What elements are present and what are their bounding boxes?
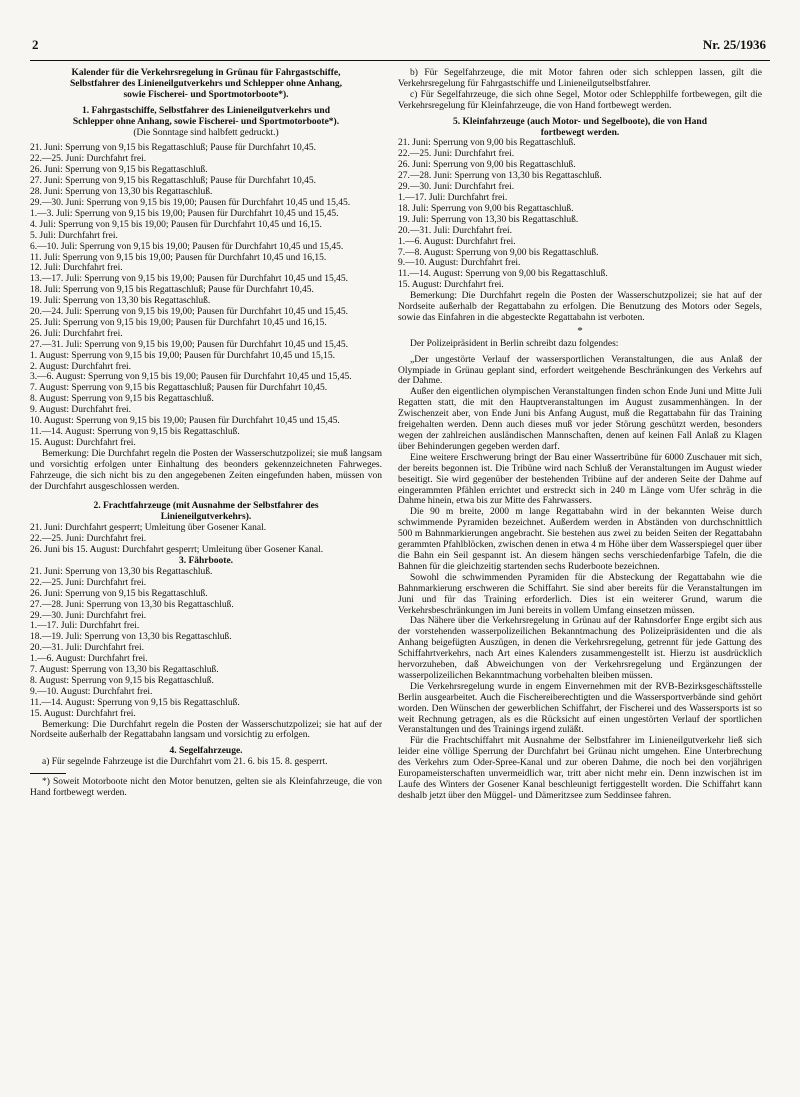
schedule-entry: 27.—28. Juni: Sperrung von 13,30 bis Regattaschluß.	[398, 171, 602, 182]
schedule-entry: 21. Juni: Sperrung von 9,00 bis Regattaschluß.	[398, 138, 576, 149]
left-column	[30, 68, 382, 799]
schedule-entry: 15. August: Durchfahrt frei.	[30, 708, 136, 719]
schedule-entry: 19. Juli: Sperrung von 13,30 bis Regattaschluß.	[398, 214, 579, 225]
section-1-remark: Bemerkung: Die Durchfahrt regeln die Posten der Wasserschutzpolizei; sie muß langsam und vorsichtig erfolgen unter Einhaltung des beonders gekennzeichneten Fahrweges. Fahrzeuge, die sich nicht bis zu den angegebenen Zeiten eingefunden haben, müssen von der Durchfahrt ausgeschlossen werden.	[30, 448, 382, 492]
statement-paragraph: Für die Frachtschiffahrt mit Ausnahme der Selbstfahrer im Linieneilgutverkehr ließ sich leider eine völlige Sperrung der Durchfahrt bei Grünau nicht umgehen. Eine Unterbrechung des Verkehrs zum Oder-Spree-Kanal und zur oberen Dahme, die noch bei den vorjährigen Europameisterschaften unvermeidlich war, tritt aber nicht mehr ein. Denn inzwischen ist im Laufe des Winters der Gosener Kanal beschleunigt fertiggestellt worden. Die Schiffahrt kann deshalb jetzt über den Müggel- und Dämeritzsee zum Seddinsee fahren.	[398, 736, 762, 801]
schedule-entry: 20.—31. Juli: Durchfahrt frei.	[30, 643, 144, 654]
schedule-entry: 20.—31. Juli: Durchfahrt frei.	[398, 225, 512, 236]
police-intro: Der Polizeipräsident in Berlin schreibt dazu folgendes:	[410, 338, 619, 349]
schedule-entry: 1.—17. Juli: Durchfahrt frei.	[398, 192, 508, 203]
statement-paragraph: Außer den eigentlichen olympischen Veranstaltungen finden schon Ende Juni und Mitte Juli Regatten statt, die mit den Hauptveranstaltungen im August zusammenhängen. In der Zwischenzeit aber, von Ende Juni bis Anfang August, muß die Regattabahn für das Training freigehalten werden. Denn auch dieses muß vor jeder Störung geschützt werden, besonders wegen der zahlreichen ausländischen Mannschaften, denen auf keinen Fall Anlaß zu Klagen über Behinderungen gegeben werden darf.	[398, 387, 762, 452]
section-4-item-a: a) Für segelnde Fahrzeuge ist die Durchfahrt vom 21. 6. bis 15. 8. gesperrt.	[42, 757, 328, 768]
header-rule	[30, 60, 770, 61]
schedule-entry: 29.—30. Juni: Sperrung von 9,15 bis 19,00; Pausen für Durchfahrt 10,45 und 15,45.	[30, 197, 351, 208]
schedule-entry: 12. Juli: Durchfahrt frei.	[30, 263, 123, 274]
schedule-entry: 1.—17. Juli: Durchfahrt frei.	[30, 621, 140, 632]
footnote: *) Soweit Motorboote nicht den Motor benutzen, gelten sie als Kleinfahrzeuge, die von Hand fortbewegt werden.	[30, 777, 382, 799]
schedule-entry: 9.—10. August: Durchfahrt frei.	[398, 258, 521, 269]
statement-paragraph: Das Nähere über die Verkehrsregelung in Grünau auf der Rahnsdorfer Enge ergibt sich aus der vorstehenden wasserpolizeilichen Bekanntmachung des Polizeipräsidenten und die als Anhang beigefügten Auszügen, in denen die Verkehrsregelung, getrennt für jede Gattung des Schiffahrtverkehrs, nach Art eines Kalenders zusammengestellt ist. Hierzu ist ausdrücklich hervorzuheben, daß Abweichungen von der Verkehrsregelung und Ergänzungen der wasserpolizeilichen Bekanntmachung vorbehalten bleiben müssen.	[398, 616, 762, 681]
schedule-entry: 27.—28. Juni: Sperrung von 13,30 bis Regattaschluß.	[30, 599, 234, 610]
schedule-entry: 1.—6. August: Durchfahrt frei.	[398, 236, 516, 247]
schedule-entry: 11.—14. August: Sperrung von 9,15 bis Regattaschluß.	[30, 427, 240, 437]
schedule-entry: 8. August: Sperrung von 9,15 bis Regattaschluß.	[30, 675, 214, 686]
schedule-entry: 6.—10. Juli: Sperrung von 9,15 bis 19,00; Pausen für Durchfahrt 10,45 und 15,45.	[30, 241, 344, 252]
schedule-entry: 20.—24. Juli: Sperrung von 9,15 bis 19,00; Pausen für Durchfahrt 10,45 und 15,45.	[30, 307, 348, 318]
schedule-entry: 21. Juni: Durchfahrt gesperrt; Umleitung über Gosener Kanal.	[30, 523, 267, 534]
statement-paragraph: Die 90 m breite, 2000 m lange Regattabahn wird in der bekannten Weise durch schwimmende Pyramiden bezeichnet. Außerdem werden in Abständen von durchschnittlich 500 m Bahnmarkierungen angebracht. Sie bestehen aus zwei zu beiden Seiten der Regattabahn gerammten Pfahlblöcken, zwischen denen in etwa 4 m Höhe über dem Wasserspiegel quer über die Bahn ein Seil gespannt ist. An diesem hängen sechs verschiedenfarbige Tafeln, die die Bahnen für die gleichzeitig startenden sechs Ruderboote bezeichnen.	[398, 507, 762, 572]
schedule-entry: 19. Juli: Sperrung von 13,30 bis Regattaschluß.	[30, 296, 211, 307]
schedule-entry: 8. August: Sperrung von 9,15 bis Regattaschluß.	[30, 394, 214, 405]
section-3-heading: 3. Fährboote.	[178, 555, 234, 566]
section-3-remark: Bemerkung: Die Durchfahrt regeln die Posten der Wasserschutzpolizei; sie hat auf der Nordseite außerhalb der Regattabahn langsam und vorsichtig zu erfolgen.	[30, 719, 382, 741]
calendar-title: Kalender für die Verkehrsregelung in Grünau für Fahrgastschiffe, Selbstfahrer des Linieneilgutverkehrs und Schlepper ohne Anhang, sowie Fischerei- und Sportmotorboote*).	[69, 68, 343, 100]
schedule-entry: 28. Juni: Sperrung von 13,30 bis Regattaschluß.	[30, 187, 213, 198]
schedule-entry: 18. Juli: Sperrung von 9,00 bis Regattaschluß.	[398, 203, 574, 214]
schedule-entry: 27. Juni: Sperrung von 9,15 bis Regattaschluß; Pause für Durchfahrt 10,45.	[30, 176, 317, 187]
schedule-entry: 3.—6. August: Sperrung von 9,15 bis 19,00; Pausen für Durchfahrt 10,45 und 15,45.	[30, 372, 352, 383]
section-1-entries	[30, 143, 382, 448]
schedule-entry: 2. August: Durchfahrt frei.	[30, 361, 132, 372]
schedule-entry: 5. Juli: Durchfahrt frei.	[30, 230, 118, 241]
section-5-remark: Bemerkung: Die Durchfahrt regeln die Posten der Wasserschutzpolizei; sie hat auf der Nordseite außerhalb der Regattabahn zu erfolgen. Die Benutzung des Motors oder Segels, sowie das Einfahren in die abgesteckte Regattabahn ist verboten.	[398, 291, 762, 323]
schedule-entry: 22.—25. Juni: Durchfahrt frei.	[30, 154, 147, 165]
schedule-entry: 26. Juli: Durchfahrt frei.	[30, 328, 123, 339]
schedule-entry: 27.—31. Juli: Sperrung von 9,15 bis 19,00; Pausen für Durchfahrt 10,45 und 15,45.	[30, 339, 348, 350]
schedule-entry: 1.—6. August: Durchfahrt frei.	[30, 654, 148, 665]
schedule-entry: 18. Juli: Sperrung von 9,15 bis Regattaschluß; Pause für Durchfahrt 10,45.	[30, 285, 314, 296]
schedule-entry: 7. August: Sperrung von 13,30 bis Regattaschluß.	[30, 665, 219, 676]
section-4-item-c: c) Für Segelfahrzeuge, die sich ohne Segel, Motor oder Schlepphilfe fortbewegen, gilt die Verkehrsregelung für Kleinfahrzeuge, die von Hand fortbewegt werden.	[398, 89, 762, 111]
right-column	[398, 68, 762, 802]
schedule-entry: 26. Juni: Sperrung von 9,15 bis Regattaschluß.	[30, 165, 208, 176]
schedule-entry: 11. Juli: Sperrung von 9,15 bis 19,00; Pausen für Durchfahrt 10,45 und 16,15.	[30, 252, 327, 263]
schedule-entry: 15. August: Durchfahrt frei.	[30, 437, 136, 448]
schedule-entry: 29.—30. Juni: Durchfahrt frei.	[30, 610, 147, 621]
section-1-heading: 1. Fahrgastschiffe, Selbstfahrer des Linieneilgutverkehrs und Schlepper ohne Anhang, sowie Fischerei- und Sportmotorboote*).	[72, 105, 340, 127]
statement-paragraph: „Der ungestörte Verlauf der wassersportlichen Veranstaltungen, die aus Anlaß der Olympiade in Grünau geplant sind, erfordert weitgehende Beschränkungen des Verkehrs auf der Dahme.	[398, 354, 762, 387]
schedule-entry: 1. August: Sperrung von 9,15 bis 19,00; Pausen für Durchfahrt 10,45 und 15,15.	[30, 350, 336, 361]
schedule-entry: 11.—14. August: Sperrung von 9,00 bis Regattaschluß.	[398, 269, 608, 280]
section-5-heading: 5. Kleinfahrzeuge (auch Motor- und Segelboote), die von Hand fortbewegt werden.	[452, 116, 708, 138]
section-4-item-b: b) Für Segelfahrzeuge, die mit Motor fahren oder sich schleppen lassen, gilt die Verkehrsregelung für Fahrgastschiffe und Linieneilgutselbstfahrer.	[398, 68, 762, 89]
schedule-entry: 18.—19. Juli: Sperrung von 13,30 bis Regattaschluß.	[30, 632, 232, 643]
separator-asterisk: *	[577, 324, 583, 337]
schedule-entry: 26. Juni: Sperrung von 9,00 bis Regattaschluß.	[398, 160, 576, 171]
schedule-entry: 25. Juli: Sperrung von 9,15 bis 19,00; Pausen für Durchfahrt 10,45 und 16,15.	[30, 317, 327, 328]
footnote-rule	[30, 773, 66, 774]
schedule-entry: 10. August: Sperrung von 9,15 bis 19,00; Pausen für Durchfahrt 10,45 und 15,45.	[30, 416, 340, 427]
section-2-heading: 2. Frachtfahrzeuge (mit Ausnahme der Selbstfahrer des Linieneilgutverkehrs).	[93, 501, 319, 523]
section-5-entries	[398, 138, 762, 291]
issue-number: Nr. 25/1936	[702, 37, 766, 52]
schedule-entry: 21. Juni: Sperrung von 13,30 bis Regattaschluß.	[30, 566, 213, 577]
schedule-entry: 29.—30. Juni: Durchfahrt frei.	[398, 182, 515, 193]
schedule-entry: 13.—17. Juli: Sperrung von 9,15 bis 19,00; Pausen für Durchfahrt 10,45 und 15,45.	[30, 274, 348, 285]
schedule-entry: 26. Juni: Sperrung von 9,15 bis Regattaschluß.	[30, 588, 208, 599]
section-3-entries	[30, 567, 382, 720]
sunday-note: (Die Sonntage sind halbfett gedruckt.)	[133, 127, 279, 138]
schedule-entry: 21. Juni: Sperrung von 9,15 bis Regattaschluß; Pause für Durchfahrt 10,45.	[30, 143, 317, 154]
police-statement	[398, 355, 762, 802]
schedule-entry: 22.—25. Juni: Durchfahrt frei.	[398, 149, 515, 160]
schedule-entry: 22.—25. Juni: Durchfahrt frei.	[30, 534, 147, 545]
schedule-entry: 9.—10. August: Durchfahrt frei.	[30, 686, 153, 697]
schedule-entry: 15. August: Durchfahrt frei.	[398, 280, 504, 291]
schedule-entry: 7. August: Sperrung von 9,15 bis Regattaschluß; Pausen für Durchfahrt 10,45.	[30, 383, 328, 394]
statement-paragraph: Sowohl die schwimmenden Pyramiden für die Absteckung der Regattabahn wie die Bahnmarkierung erschweren die Schiffahrt. Sie sind aber bereits für die Veranstaltungen im Juni und für das Training erforderlich. Dies ist ein weiterer Grund, warum die Verkehrsbeschränkungen im Juni bereits in vollem Umfang einsetzen müssen.	[398, 572, 762, 616]
schedule-entry: 7.—8. August: Sperrung von 9,00 bis Regattaschluß.	[398, 247, 599, 258]
schedule-entry: 22.—25. Juni: Durchfahrt frei.	[30, 577, 147, 588]
schedule-entry: 11.—14. August: Sperrung von 9,15 bis Regattaschluß.	[30, 697, 240, 708]
statement-paragraph: Eine weitere Erschwerung bringt der Bau einer Wassertribüne für 6000 Zuschauer mit sich, der bereits begonnen ist. Die Tribüne wird nach Schluß der Veranstaltungen im August wieder beseitigt. Sie wird gegenüber der bestehenden Tribüne auf der anderen Seite der Dahme auf eingerammten Pfählen errichtet und erstreckt sich in 240 m Länge vom Ufer schräg in die Dahme hinein, etwa bis zur Mitte des Fahrwassers.	[398, 452, 762, 507]
schedule-entry: 26. Juni bis 15. August: Durchfahrt gesperrt; Umleitung über Gosener Kanal.	[30, 545, 324, 556]
schedule-entry: 9. August: Durchfahrt frei.	[30, 405, 132, 416]
page-number: 2	[32, 37, 39, 52]
schedule-entry: 1.—3. Juli: Sperrung von 9,15 bis 19,00; Pausen für Durchfahrt 10,45 und 15,45.	[30, 208, 339, 219]
schedule-entry: 4. Juli: Sperrung von 9,15 bis 19,00; Pausen für Durchfahrt 10,45 und 16,15.	[30, 219, 322, 230]
statement-paragraph: Die Verkehrsregelung wurde in engem Einvernehmen mit der RVB-Bezirksgeschäftsstelle Berlin ausgearbeitet. Auch die Fischereiberechtigten und die Wassersportverbände sind gehört worden. Den Wünschen der gewerblichen Schiffahrt, der Fischerei und des Wassersports ist so weit Rechnung getragen, als es die Rücksicht auf einen ungestörten Verlauf der sportlichen Veranstaltungen und des Trainings irgend zuläßt.	[398, 681, 762, 736]
section-4-heading: 4. Segelfahrzeuge.	[169, 746, 243, 757]
